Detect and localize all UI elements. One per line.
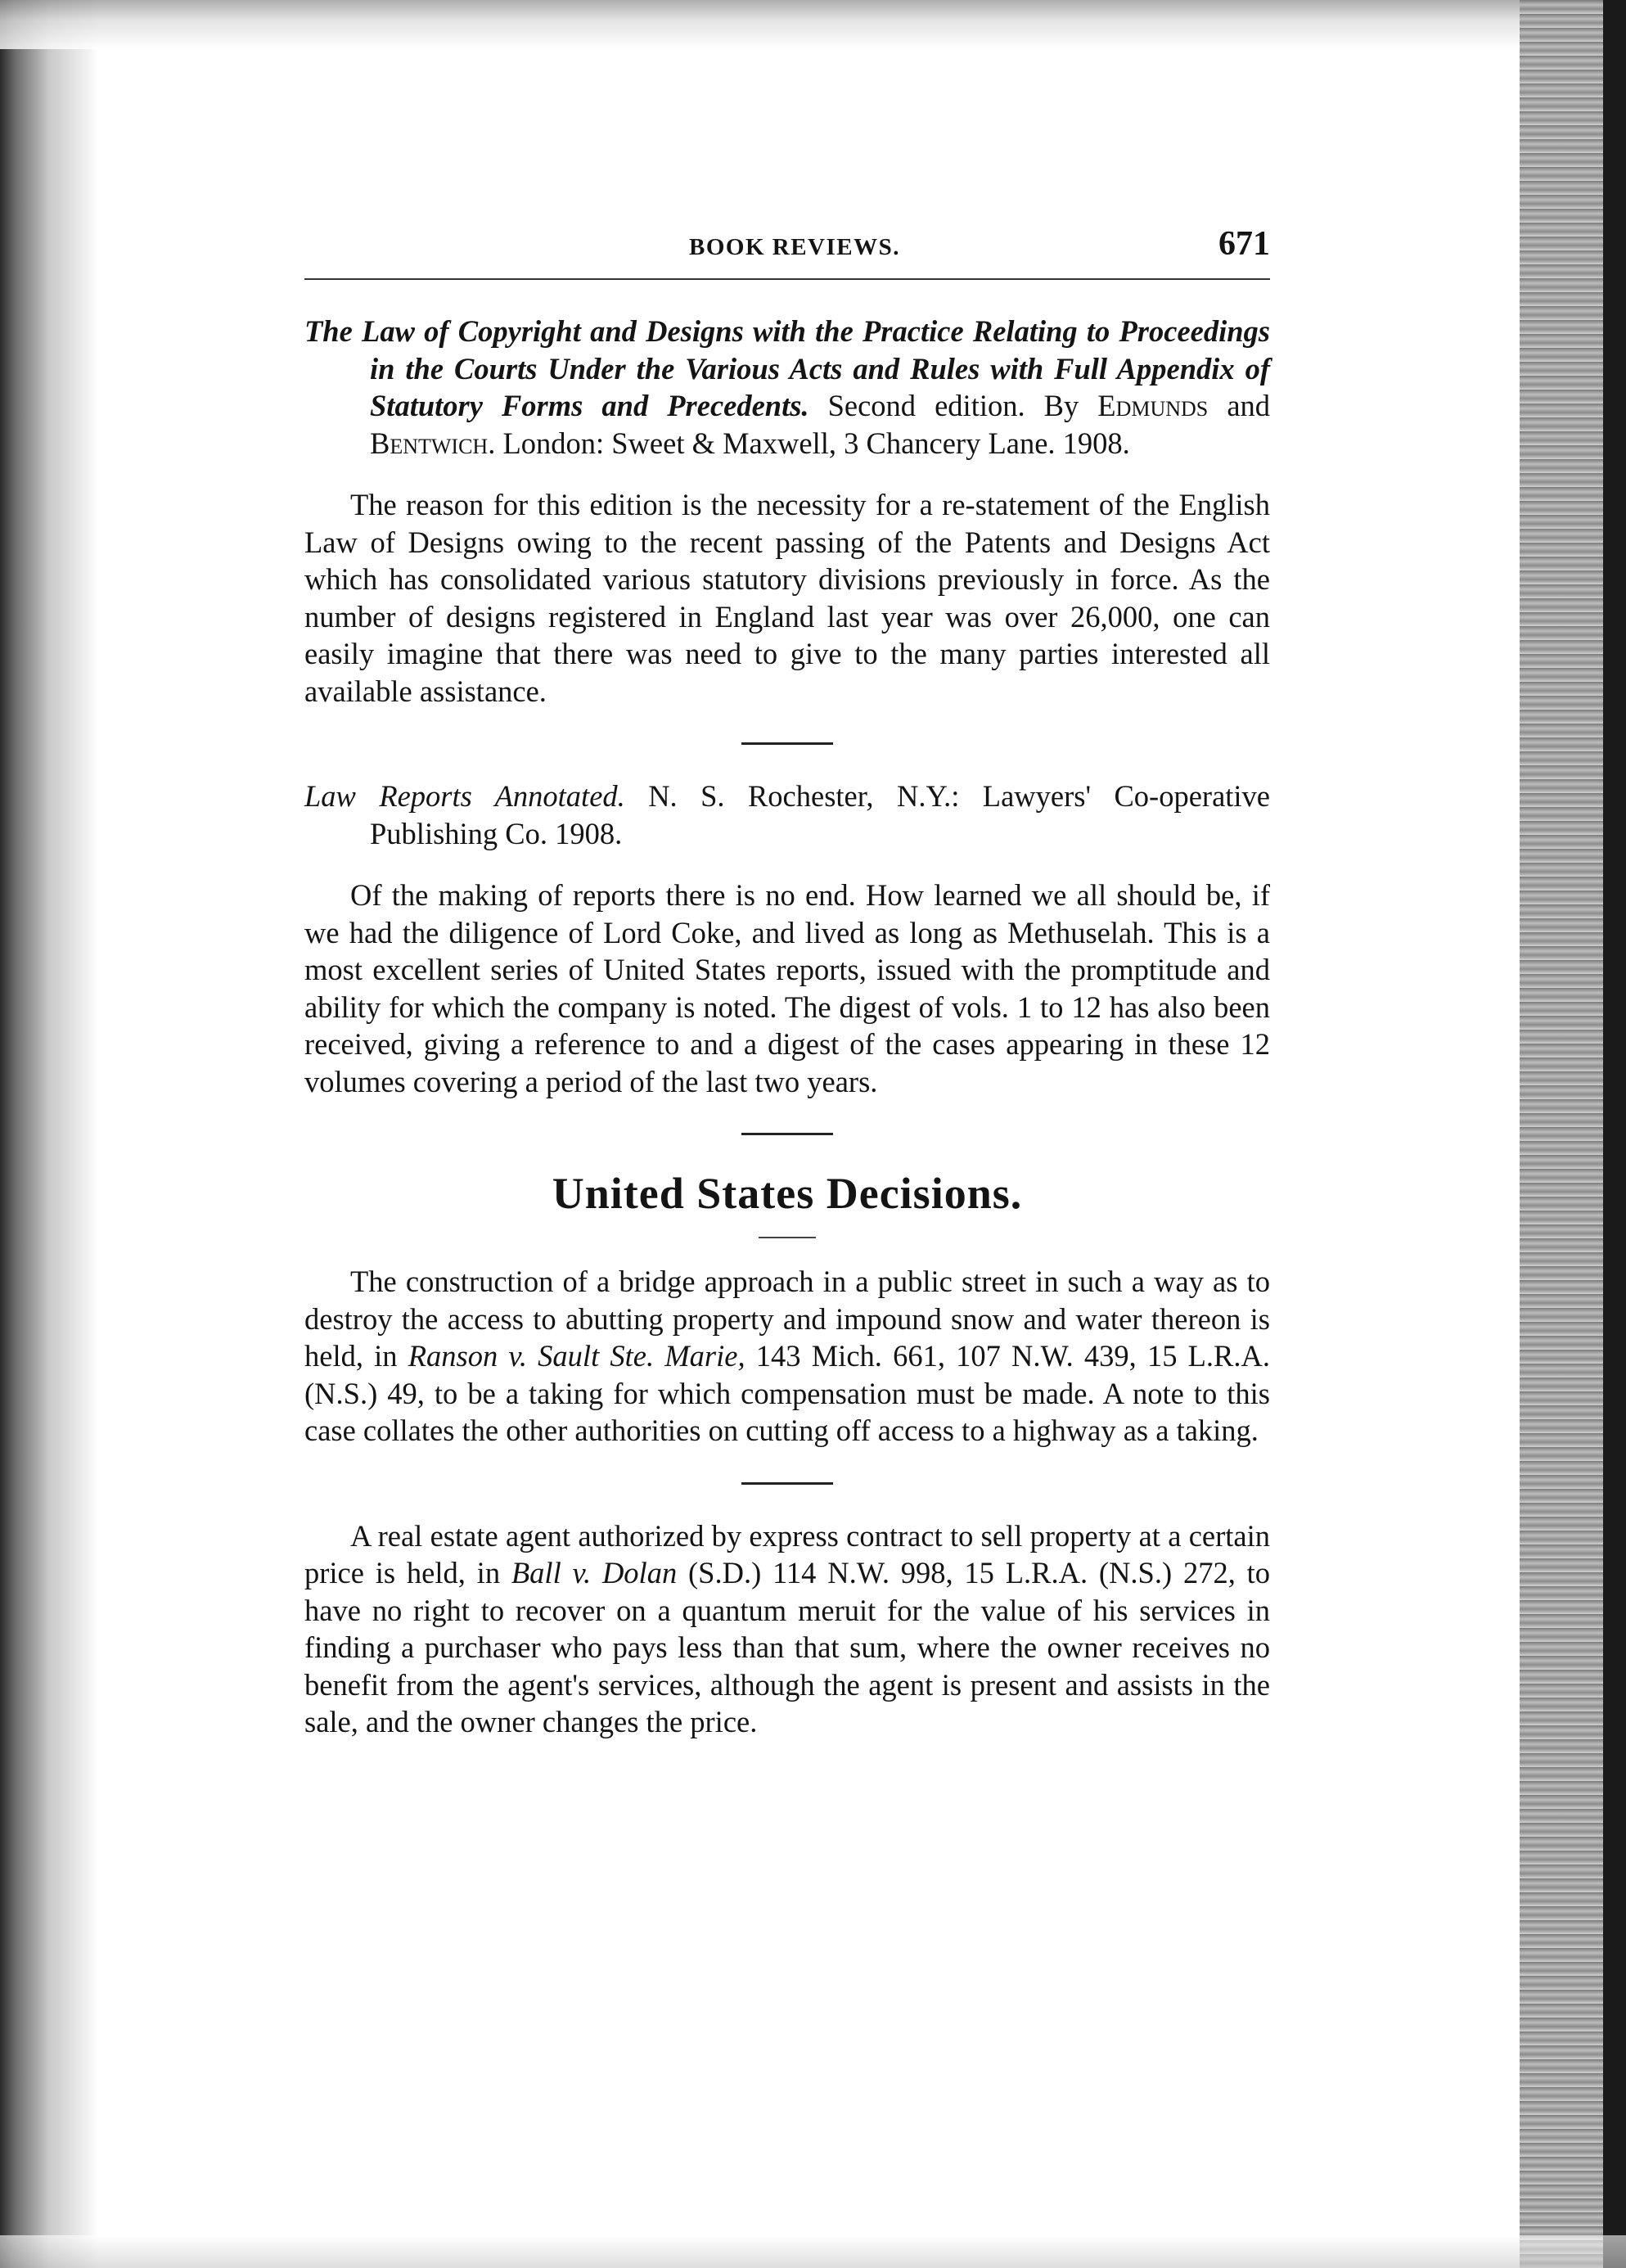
section-divider [741,742,833,745]
running-title: BOOK REVIEWS. [689,234,900,260]
decision-paragraph [304,1517,1270,1741]
review-author-joiner: and [1227,389,1271,422]
decision-text: 143 Mich. 661, 107 N.W. 439, 15 L.R.A. (N.S.) 49, to be a taking for which compensation must be made. A note to this case collates the other authorities on cutting off access to a highway as a taking. [304,1339,1271,1447]
decision-text: A real estate agent authorized by express contract to sell property at a certain price is held, in [304,1518,1270,1589]
decision-paragraph [304,1263,1270,1450]
review-title: Law Reports Annotated. [304,779,625,813]
review-title: The Law of Copyright and Designs with the Practice Relating to Proceedings in the Courts Under the Various Acts and Rules with Full Appendix of Statutory Forms and Precedents. [304,314,1270,422]
page-number: 671 [1218,225,1270,263]
book-page [304,223,1270,1741]
case-name: Ball v. Dolan [511,1556,678,1589]
section-heading: United States Decisions. [552,1169,1023,1218]
scan-shadow-left [0,0,98,2268]
case-name: Ranson v. Sault Ste. Marie, [408,1339,745,1373]
review-body-copyright: The reason for this edition is the necessity for a re-statement of the English Law of Designs owing to the recent passing of the Patents and Designs Act which has consolidated various statutory divisions previously in force. As the number of designs registered in England last year was over 26,000, one can easily imagine that there was need to give to the many parties interested all available assistance. [304,488,1270,708]
scan-shadow-bottom [0,2235,1626,2268]
review-publisher: London: Sweet & Maxwell, 3 Chancery Lane. 1908. [502,426,1130,460]
review-author: Bentwich. [370,426,496,460]
review-body-law-reports: Of the making of reports there is no end. How learned we all should be, if we had the diligence of Lord Coke, and lived as long as Methuselah. This is a most excellent series of United States reports, issued with the promptitude and ability for which the company is noted. The digest of vols. 1 to 12 has also been received, giving a reference to and a digest of the cases appearing in these 12 volumes covering a period of the last two years. [304,878,1270,1098]
section-divider [741,1482,833,1485]
running-head [304,223,1270,272]
header-rule [304,278,1270,280]
review-author: Edmunds [1097,389,1209,422]
section-divider [741,1133,833,1135]
decision-text: (S.D.) 114 N.W. 998, 15 L.R.A. (N.S.) 272, to have no right to recover on a quantum meruit for the value of his services in finding a purchaser who pays less than that sum, where the owner receives no benefit from the agent's services, although the agent is present and assists in the sale, and the owner changes the price. [304,1556,1271,1738]
review-publisher: N. S. Rochester, N.Y.: Lawyers' Co-operative Publishing Co. 1908. [370,779,1271,850]
scan-edge-right-dark [1603,0,1626,2268]
review-edition: Second edition. By [827,389,1079,422]
decision-text: The construction of a bridge approach in a public street in such a way as to destroy the access to abutting property and impound snow and water thereon is held, in [304,1265,1270,1373]
review-citation-copyright [304,313,1270,462]
review-citation-law-reports [304,778,1270,852]
scan-shadow-top [0,0,1626,49]
heading-rule [759,1237,816,1238]
